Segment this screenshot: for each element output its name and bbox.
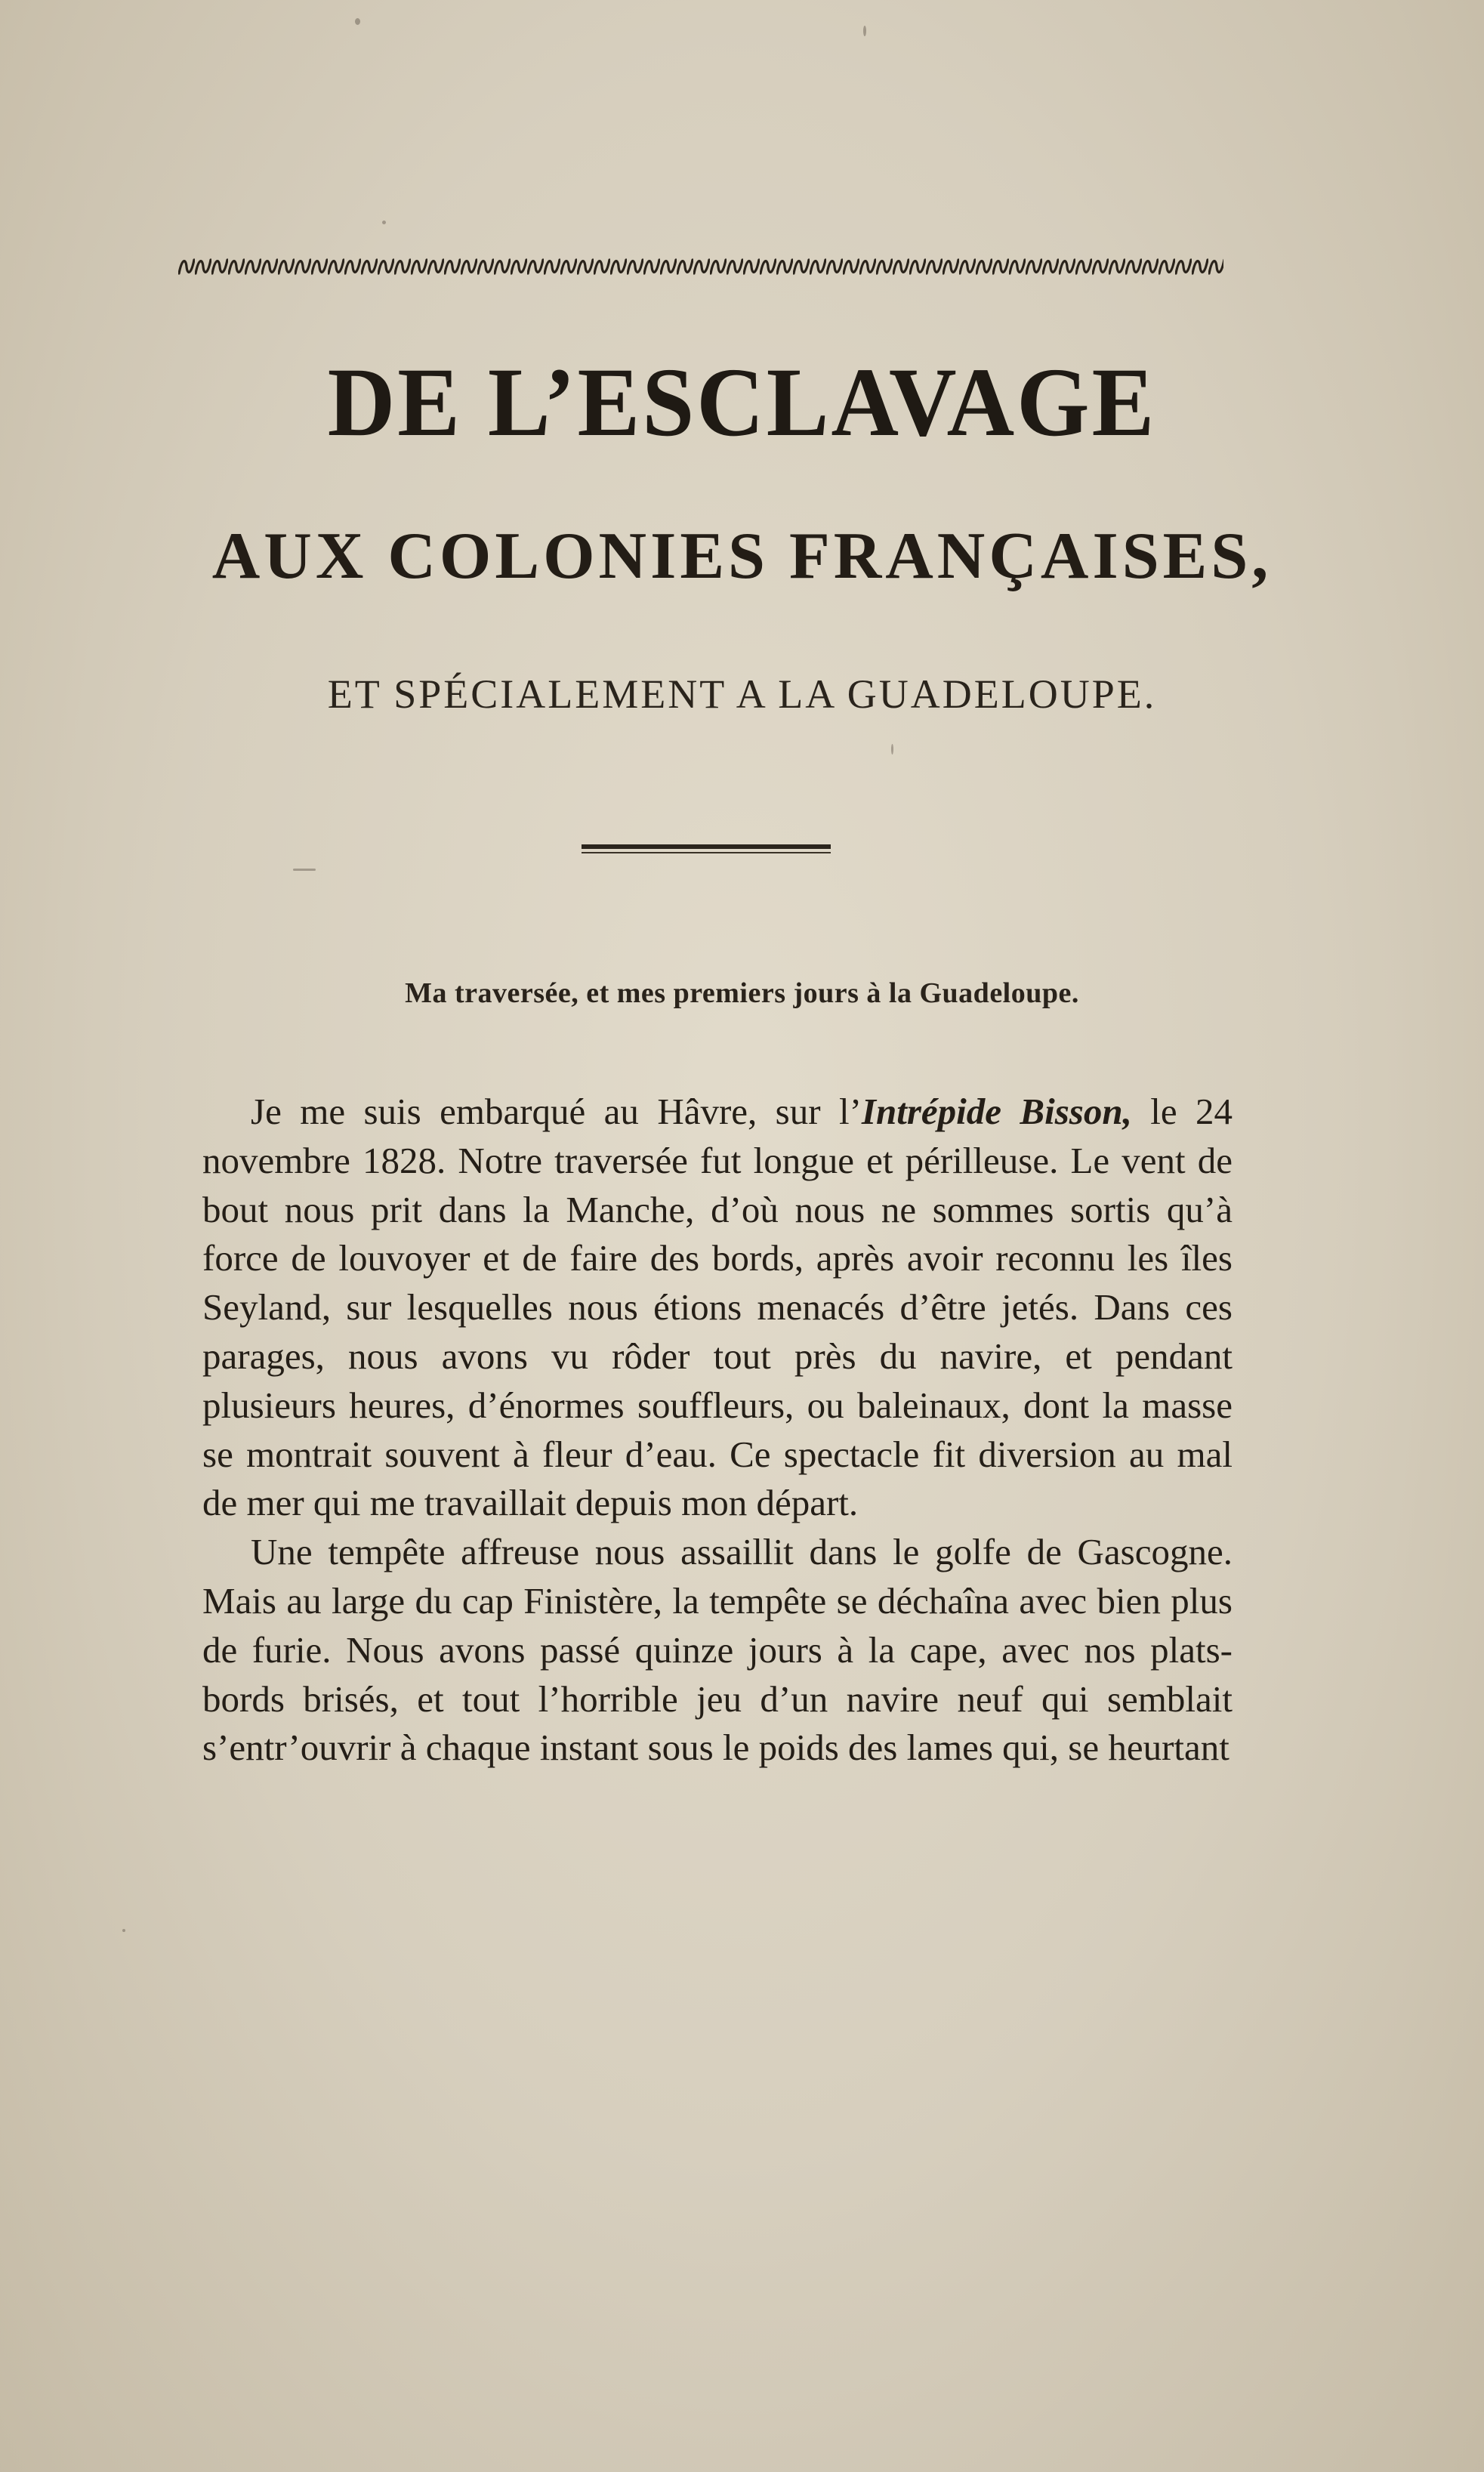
title-subtitle: AUX COLONIES FRANÇAISES, [211, 520, 1273, 593]
paper-speck [863, 26, 866, 36]
decorative-border-ornament [178, 255, 1223, 278]
title-main: DE L’ESCLAVAGE [327, 347, 1157, 457]
paper-speck [891, 744, 893, 755]
paper-speck [355, 18, 360, 25]
paragraph-1-rest: le 24 novembre 1828. Notre traversée fut longue et périlleuse. Le vent de bout nous prit dans la Manche, d’où nous ne sommes sortis qu’à force de louvoyer et de faire des bords, après avoir reconnu les îles Seyland, sur lesquelles nous étions menacés d’être jetés. Dans ces parages, nous avons vu rôder tout près du navire, et pendant plusieurs heures, d’énormes souffleurs, ou baleinaux, dont la masse se montrait souvent à fleur d’eau. Ce spectacle fit diversion au mal de mer qui me travaillait depuis mon départ. [202, 1091, 1233, 1524]
title-separator-rule [582, 844, 831, 849]
paragraph-1 [202, 1088, 1233, 1528]
paper-speck [382, 221, 386, 224]
title-tertiary: ET SPÉCIALEMENT A LA GUADELOUPE. [327, 671, 1157, 717]
paper-speck [122, 1929, 125, 1932]
body-text [202, 1088, 1233, 1773]
ship-name: Intrépide Bisson, [861, 1091, 1132, 1132]
paragraph-1-start: Je me suis embarqué au Hâvre, sur l’ [251, 1091, 862, 1132]
paragraph-2: Une tempête affreuse nous assaillit dans le golfe de Gascogne. Mais au large du cap Finistère, la tempête se déchaîna avec bien plus de furie. Nous avons passé quinze jours à la cape, avec nos plats-bords brisés, et tout l’horrible jeu d’un navire neuf qui semblait s’entr’ouvrir à chaque instant sous le poids des lames qui, se heurtant [202, 1531, 1233, 1769]
chapter-heading: Ma traversée, et mes premiers jours à la Guadeloupe. [405, 977, 1079, 1009]
paper-speck [293, 869, 316, 871]
